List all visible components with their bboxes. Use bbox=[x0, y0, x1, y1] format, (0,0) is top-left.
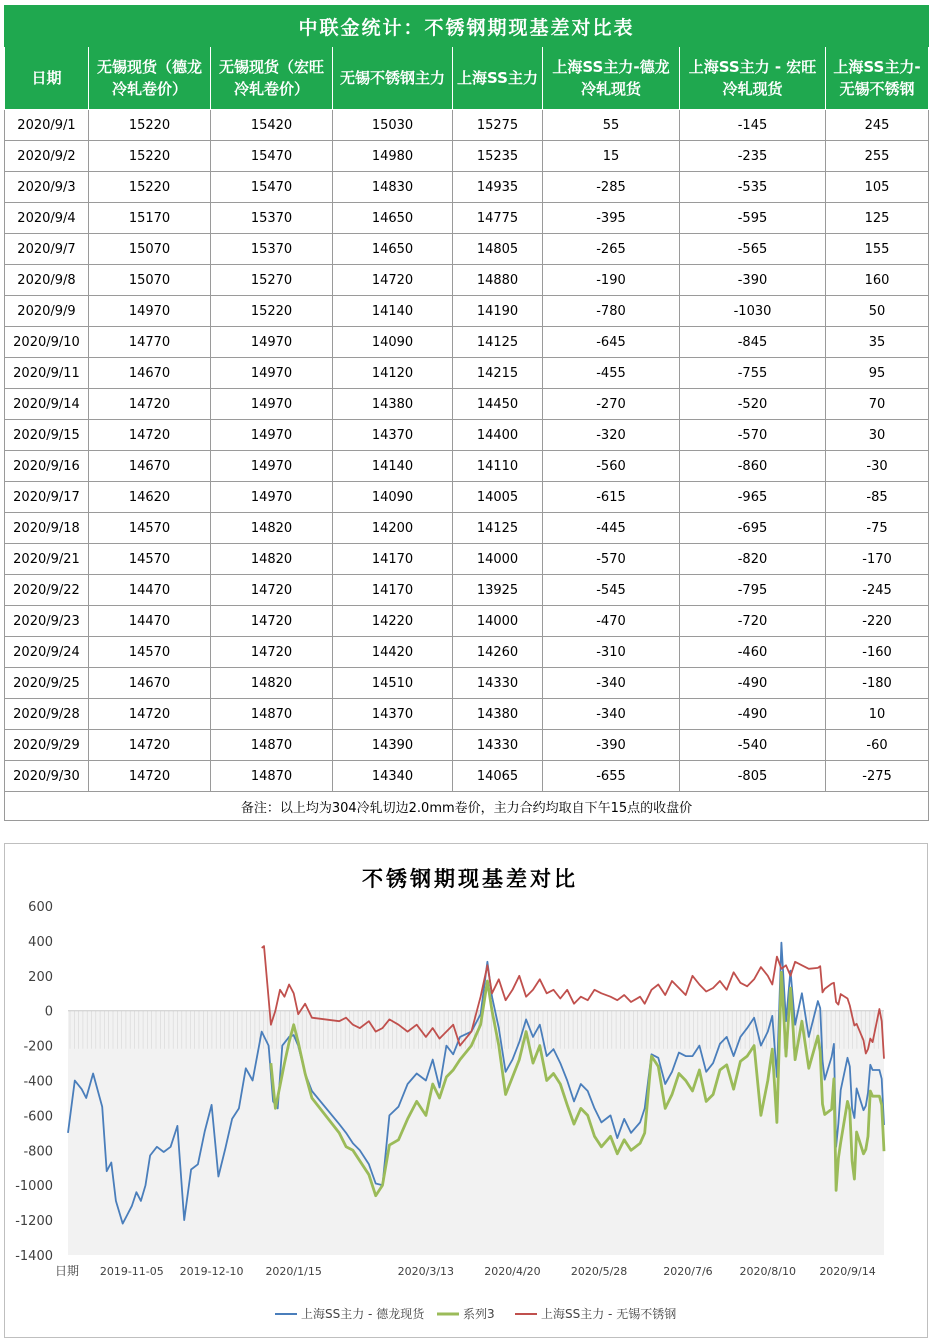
table-cell: 14980 bbox=[333, 141, 453, 172]
table-cell: -860 bbox=[680, 451, 826, 482]
table-cell: 14720 bbox=[211, 606, 333, 637]
table-cell: 14720 bbox=[211, 637, 333, 668]
table-cell: 10 bbox=[826, 699, 929, 730]
table-cell: 2020/9/23 bbox=[5, 606, 89, 637]
table-cell: 14805 bbox=[453, 234, 543, 265]
table-cell: 14125 bbox=[453, 513, 543, 544]
table-cell: 15370 bbox=[211, 234, 333, 265]
table-cell: -340 bbox=[543, 668, 680, 699]
table-cell: 105 bbox=[826, 172, 929, 203]
table-cell: 14140 bbox=[333, 296, 453, 327]
table-note: 备注：以上均为304冷轧切边2.0mm卷价，主力合约均取自下午15点的收盘价 bbox=[5, 792, 929, 821]
table-cell: 15030 bbox=[333, 110, 453, 141]
table-cell: 2020/9/16 bbox=[5, 451, 89, 482]
table-cell: -460 bbox=[680, 637, 826, 668]
table-cell: -310 bbox=[543, 637, 680, 668]
table-cell: 14370 bbox=[333, 699, 453, 730]
table-cell: 55 bbox=[543, 110, 680, 141]
table-header-row bbox=[5, 47, 929, 110]
column-header-line: 无锡现货（德龙 bbox=[96, 58, 202, 76]
table-cell: -655 bbox=[543, 761, 680, 792]
column-header-line: 冷轧现货 bbox=[722, 80, 783, 98]
table-cell: -795 bbox=[680, 575, 826, 606]
column-header-line: 上海SS主力- bbox=[833, 58, 921, 76]
table-row bbox=[5, 699, 929, 730]
table-cell: -30 bbox=[826, 451, 929, 482]
table-cell: 15420 bbox=[211, 110, 333, 141]
table-cell: -270 bbox=[543, 389, 680, 420]
table-cell: -160 bbox=[826, 637, 929, 668]
column-header-6 bbox=[680, 47, 826, 110]
table-cell: -490 bbox=[680, 699, 826, 730]
table-cell: 14570 bbox=[89, 544, 211, 575]
table-cell: 14170 bbox=[333, 575, 453, 606]
column-header-5 bbox=[543, 47, 680, 110]
table-cell: -445 bbox=[543, 513, 680, 544]
table-cell: 2020/9/22 bbox=[5, 575, 89, 606]
x-tick-label: 2020/4/20 bbox=[484, 1265, 541, 1278]
table-cell: -535 bbox=[680, 172, 826, 203]
table-cell: -570 bbox=[543, 544, 680, 575]
table-cell: 14870 bbox=[211, 730, 333, 761]
y-tick-label: -200 bbox=[23, 1039, 53, 1055]
table-cell: 13925 bbox=[453, 575, 543, 606]
column-header-line: 日期 bbox=[31, 69, 62, 87]
table-cell: -235 bbox=[680, 141, 826, 172]
table-cell: 14330 bbox=[453, 730, 543, 761]
table-cell: -60 bbox=[826, 730, 929, 761]
y-tick-label: -1200 bbox=[15, 1214, 53, 1230]
table-cell: 14620 bbox=[89, 482, 211, 513]
table-cell: 2020/9/24 bbox=[5, 637, 89, 668]
table-cell: -180 bbox=[826, 668, 929, 699]
table-cell: 50 bbox=[826, 296, 929, 327]
column-header-1 bbox=[89, 47, 211, 110]
table-cell: 2020/9/9 bbox=[5, 296, 89, 327]
table-cell: 14200 bbox=[333, 513, 453, 544]
table-cell: 125 bbox=[826, 203, 929, 234]
table-cell: -85 bbox=[826, 482, 929, 513]
column-header-line: 冷轧卷价） bbox=[233, 80, 309, 98]
x-tick-label: 2020/8/10 bbox=[739, 1265, 796, 1278]
column-header-3 bbox=[333, 47, 453, 110]
table-row bbox=[5, 265, 929, 296]
y-tick-label: -600 bbox=[23, 1109, 53, 1125]
table-cell: 2020/9/15 bbox=[5, 420, 89, 451]
basis-chart bbox=[4, 843, 928, 1338]
table-row bbox=[5, 389, 929, 420]
table-cell: 14970 bbox=[211, 482, 333, 513]
table-cell: 15220 bbox=[89, 141, 211, 172]
table-row bbox=[5, 606, 929, 637]
table-cell: 14470 bbox=[89, 575, 211, 606]
table-cell: -190 bbox=[543, 265, 680, 296]
table-cell: 14870 bbox=[211, 699, 333, 730]
column-header-2 bbox=[211, 47, 333, 110]
table-cell: 14970 bbox=[211, 451, 333, 482]
table-cell: -645 bbox=[543, 327, 680, 358]
table-cell: -285 bbox=[543, 172, 680, 203]
table-cell: 160 bbox=[826, 265, 929, 296]
table-cell: 14510 bbox=[333, 668, 453, 699]
table-cell: 14190 bbox=[453, 296, 543, 327]
column-header-line: 上海SS主力 - 宏旺 bbox=[688, 58, 817, 76]
y-tick-label: -1000 bbox=[15, 1179, 53, 1195]
table-row bbox=[5, 327, 929, 358]
table-row bbox=[5, 110, 929, 141]
table-row bbox=[5, 296, 929, 327]
basis-chart-svg bbox=[5, 844, 927, 1337]
table-cell: 14720 bbox=[89, 730, 211, 761]
table-cell: 30 bbox=[826, 420, 929, 451]
table-cell: 14935 bbox=[453, 172, 543, 203]
table-cell: 2020/9/11 bbox=[5, 358, 89, 389]
legend-label: 上海SS主力 - 无锡不锈钢 bbox=[541, 1307, 677, 1321]
table-cell: 14830 bbox=[333, 172, 453, 203]
basis-table-container bbox=[4, 5, 928, 821]
table-cell: 15 bbox=[543, 141, 680, 172]
table-cell: 14420 bbox=[333, 637, 453, 668]
table-cell: 14330 bbox=[453, 668, 543, 699]
table-cell: -395 bbox=[543, 203, 680, 234]
table-title: 中联金统计：不锈钢期现基差对比表 bbox=[5, 6, 929, 47]
table-cell: -390 bbox=[543, 730, 680, 761]
table-cell: 14000 bbox=[453, 606, 543, 637]
y-tick-label: 0 bbox=[44, 1004, 53, 1020]
table-cell: -540 bbox=[680, 730, 826, 761]
table-cell: 14820 bbox=[211, 544, 333, 575]
table-cell: 14720 bbox=[89, 761, 211, 792]
table-cell: 14670 bbox=[89, 668, 211, 699]
table-cell: 2020/9/8 bbox=[5, 265, 89, 296]
x-tick-label: 2019-11-05 bbox=[99, 1265, 164, 1278]
table-cell: 14125 bbox=[453, 327, 543, 358]
table-cell: 2020/9/18 bbox=[5, 513, 89, 544]
table-cell: 14065 bbox=[453, 761, 543, 792]
table-cell: 14650 bbox=[333, 203, 453, 234]
column-header-7 bbox=[826, 47, 929, 110]
table-cell: 14380 bbox=[333, 389, 453, 420]
table-cell: 14970 bbox=[89, 296, 211, 327]
table-cell: 14000 bbox=[453, 544, 543, 575]
x-tick-label: 2020/1/15 bbox=[265, 1265, 322, 1278]
table-cell: -455 bbox=[543, 358, 680, 389]
table-cell: 2020/9/25 bbox=[5, 668, 89, 699]
table-cell: 14570 bbox=[89, 513, 211, 544]
table-cell: -245 bbox=[826, 575, 929, 606]
table-cell: -320 bbox=[543, 420, 680, 451]
table-cell: -570 bbox=[680, 420, 826, 451]
table-cell: 14090 bbox=[333, 327, 453, 358]
table-cell: 2020/9/3 bbox=[5, 172, 89, 203]
table-cell: 14570 bbox=[89, 637, 211, 668]
table-cell: 14650 bbox=[333, 234, 453, 265]
table-cell: 14140 bbox=[333, 451, 453, 482]
y-tick-label: 400 bbox=[28, 934, 53, 950]
table-cell: 2020/9/7 bbox=[5, 234, 89, 265]
table-cell: -340 bbox=[543, 699, 680, 730]
table-cell: 15235 bbox=[453, 141, 543, 172]
table-cell: 15170 bbox=[89, 203, 211, 234]
table-cell: 14470 bbox=[89, 606, 211, 637]
column-header-line: 冷轧现货 bbox=[580, 80, 641, 98]
table-cell: -615 bbox=[543, 482, 680, 513]
x-tick-label: 2020/3/13 bbox=[397, 1265, 455, 1278]
table-cell: 14110 bbox=[453, 451, 543, 482]
x-tick-label: 2020/9/14 bbox=[819, 1265, 876, 1278]
table-cell: -565 bbox=[680, 234, 826, 265]
table-cell: -265 bbox=[543, 234, 680, 265]
table-cell: 70 bbox=[826, 389, 929, 420]
table-cell: 14880 bbox=[453, 265, 543, 296]
table-cell: 14370 bbox=[333, 420, 453, 451]
table-cell: -755 bbox=[680, 358, 826, 389]
table-cell: 2020/9/17 bbox=[5, 482, 89, 513]
table-row bbox=[5, 234, 929, 265]
table-cell: 14770 bbox=[89, 327, 211, 358]
legend-label: 上海SS主力 - 德龙现货 bbox=[301, 1307, 425, 1321]
column-header-line: 无锡现货（宏旺 bbox=[218, 58, 324, 76]
table-cell: 14720 bbox=[333, 265, 453, 296]
table-cell: 14820 bbox=[211, 668, 333, 699]
chart-title: 不锈钢期现基差对比 bbox=[362, 867, 578, 891]
table-cell: 14380 bbox=[453, 699, 543, 730]
table-row bbox=[5, 203, 929, 234]
table-cell: 15370 bbox=[211, 203, 333, 234]
x-axis-label: 日期 bbox=[55, 1264, 80, 1278]
column-header-line: 上海SS主力-德龙 bbox=[552, 58, 670, 76]
x-tick-label: 2020/7/6 bbox=[663, 1265, 713, 1278]
column-header-line: 无锡不锈钢 bbox=[839, 80, 915, 98]
table-cell: 14120 bbox=[333, 358, 453, 389]
table-cell: 14260 bbox=[453, 637, 543, 668]
table-cell: 15270 bbox=[211, 265, 333, 296]
table-cell: 2020/9/4 bbox=[5, 203, 89, 234]
x-tick-label: 2019-12-10 bbox=[179, 1265, 244, 1278]
table-cell: 15275 bbox=[453, 110, 543, 141]
table-cell: 15220 bbox=[211, 296, 333, 327]
table-cell: 15220 bbox=[89, 110, 211, 141]
table-cell: -220 bbox=[826, 606, 929, 637]
y-tick-label: -400 bbox=[23, 1074, 53, 1090]
table-cell: -75 bbox=[826, 513, 929, 544]
table-row bbox=[5, 668, 929, 699]
table-cell: -805 bbox=[680, 761, 826, 792]
table-row bbox=[5, 513, 929, 544]
table-cell: -845 bbox=[680, 327, 826, 358]
y-tick-label: -1400 bbox=[15, 1249, 53, 1264]
table-cell: 14670 bbox=[89, 451, 211, 482]
table-cell: 2020/9/1 bbox=[5, 110, 89, 141]
table-cell: 14220 bbox=[333, 606, 453, 637]
table-cell: 2020/9/30 bbox=[5, 761, 89, 792]
table-cell: 14670 bbox=[89, 358, 211, 389]
table-cell: 14450 bbox=[453, 389, 543, 420]
table-row bbox=[5, 575, 929, 606]
table-cell: 2020/9/28 bbox=[5, 699, 89, 730]
table-cell: 14215 bbox=[453, 358, 543, 389]
y-tick-label: -800 bbox=[23, 1144, 53, 1160]
table-cell: 14390 bbox=[333, 730, 453, 761]
legend-label: 系列3 bbox=[463, 1307, 495, 1321]
table-cell: 2020/9/21 bbox=[5, 544, 89, 575]
table-cell: 14720 bbox=[211, 575, 333, 606]
table-cell: 14970 bbox=[211, 327, 333, 358]
x-tick-label: 2020/5/28 bbox=[570, 1265, 628, 1278]
table-row bbox=[5, 358, 929, 389]
table-cell: 14970 bbox=[211, 420, 333, 451]
table-cell: 2020/9/2 bbox=[5, 141, 89, 172]
table-cell: 15220 bbox=[89, 172, 211, 203]
table-cell: 14970 bbox=[211, 358, 333, 389]
table-cell: 35 bbox=[826, 327, 929, 358]
table-cell: 255 bbox=[826, 141, 929, 172]
table-title-row bbox=[5, 6, 929, 47]
table-cell: -820 bbox=[680, 544, 826, 575]
table-row bbox=[5, 420, 929, 451]
table-cell: -275 bbox=[826, 761, 929, 792]
table-cell: 2020/9/10 bbox=[5, 327, 89, 358]
table-cell: 14870 bbox=[211, 761, 333, 792]
table-cell: 14820 bbox=[211, 513, 333, 544]
table-cell: 14970 bbox=[211, 389, 333, 420]
table-cell: 2020/9/29 bbox=[5, 730, 89, 761]
table-cell: 14720 bbox=[89, 389, 211, 420]
table-cell: 2020/9/14 bbox=[5, 389, 89, 420]
column-header-0 bbox=[5, 47, 89, 110]
table-cell: 15470 bbox=[211, 172, 333, 203]
y-tick-label: 200 bbox=[28, 969, 53, 985]
table-row bbox=[5, 141, 929, 172]
table-cell: 14005 bbox=[453, 482, 543, 513]
table-cell: -145 bbox=[680, 110, 826, 141]
table-cell: 245 bbox=[826, 110, 929, 141]
column-header-line: 冷轧卷价） bbox=[111, 80, 187, 98]
table-cell: 155 bbox=[826, 234, 929, 265]
table-cell: -490 bbox=[680, 668, 826, 699]
table-cell: 15070 bbox=[89, 234, 211, 265]
table-row bbox=[5, 761, 929, 792]
table-cell: 95 bbox=[826, 358, 929, 389]
table-cell: 14340 bbox=[333, 761, 453, 792]
table-cell: 14090 bbox=[333, 482, 453, 513]
table-cell: 14775 bbox=[453, 203, 543, 234]
table-row bbox=[5, 730, 929, 761]
table-cell: -695 bbox=[680, 513, 826, 544]
table-cell: 14400 bbox=[453, 420, 543, 451]
table-cell: -780 bbox=[543, 296, 680, 327]
basis-table bbox=[4, 5, 929, 821]
column-header-line: 上海SS主力 bbox=[457, 69, 538, 87]
table-cell: 15070 bbox=[89, 265, 211, 296]
table-cell: -1030 bbox=[680, 296, 826, 327]
table-cell: 14170 bbox=[333, 544, 453, 575]
column-header-line: 无锡不锈钢主力 bbox=[339, 69, 445, 87]
table-row bbox=[5, 172, 929, 203]
table-cell: -560 bbox=[543, 451, 680, 482]
column-header-4 bbox=[453, 47, 543, 110]
table-row bbox=[5, 544, 929, 575]
table-cell: -720 bbox=[680, 606, 826, 637]
table-row bbox=[5, 482, 929, 513]
table-cell: -545 bbox=[543, 575, 680, 606]
y-tick-label: 600 bbox=[28, 900, 53, 915]
table-cell: -170 bbox=[826, 544, 929, 575]
table-cell: -520 bbox=[680, 389, 826, 420]
table-cell: 14720 bbox=[89, 699, 211, 730]
table-cell: 14720 bbox=[89, 420, 211, 451]
table-cell: -595 bbox=[680, 203, 826, 234]
table-cell: 15470 bbox=[211, 141, 333, 172]
table-cell: -965 bbox=[680, 482, 826, 513]
table-note-row bbox=[5, 792, 929, 821]
table-cell: -390 bbox=[680, 265, 826, 296]
table-row bbox=[5, 637, 929, 668]
table-row bbox=[5, 451, 929, 482]
table-cell: -470 bbox=[543, 606, 680, 637]
